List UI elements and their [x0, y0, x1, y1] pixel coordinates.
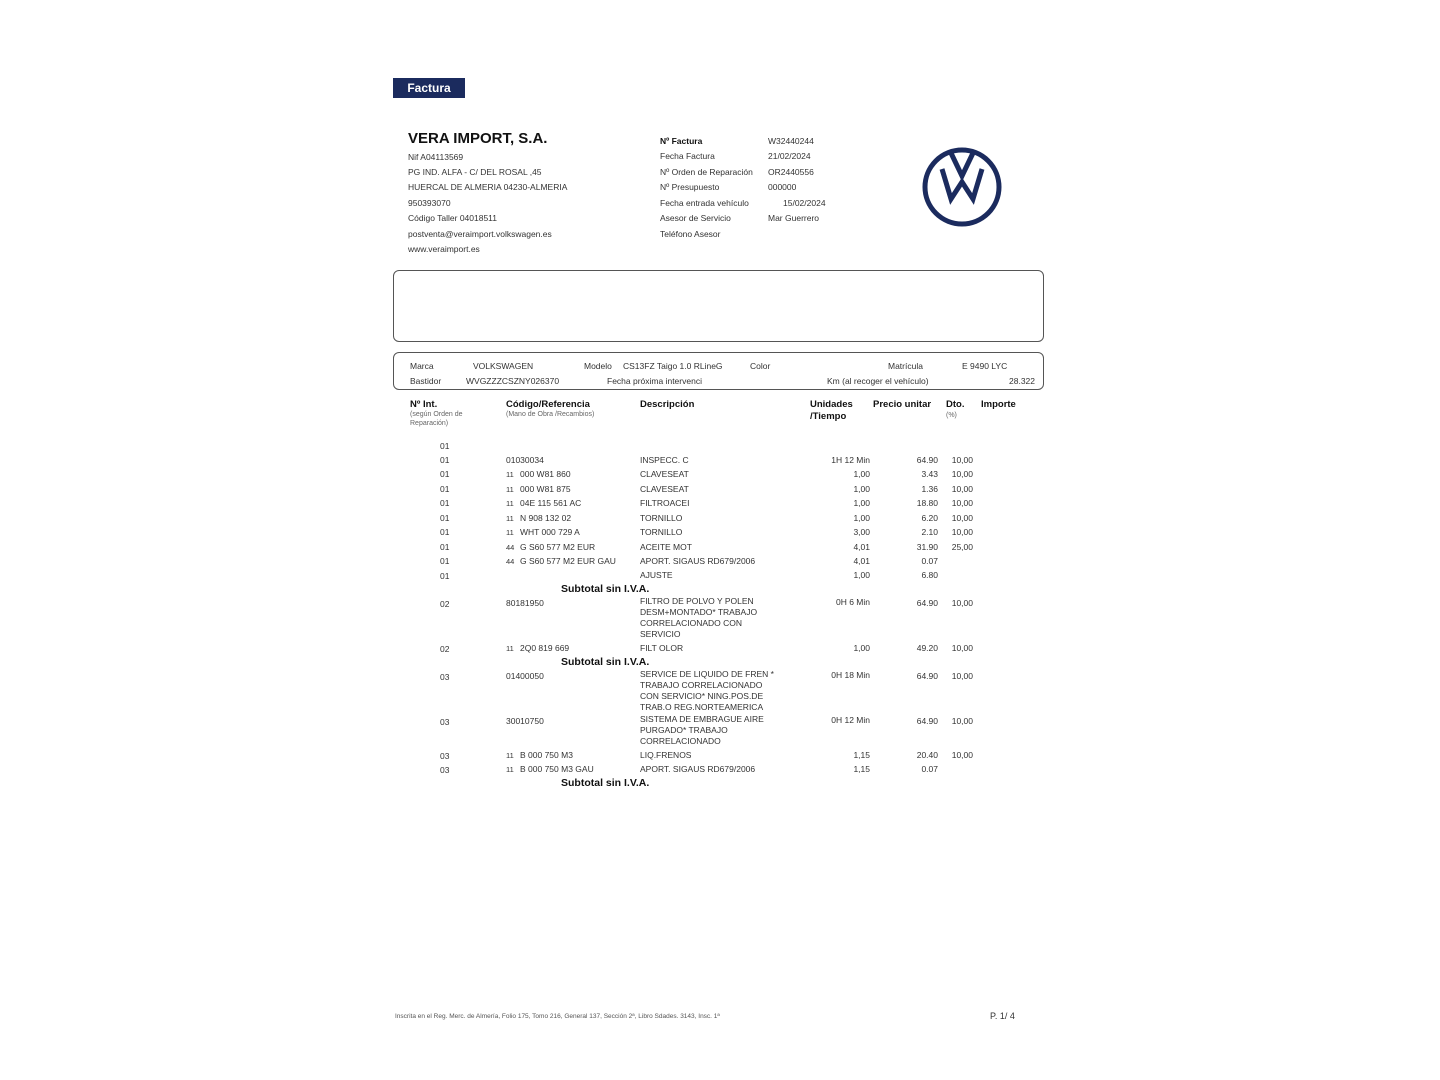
- company-workshop-code: Código Taller 04018511: [408, 213, 498, 223]
- company-name: VERA IMPORT, S.A.: [408, 130, 548, 147]
- row-prefix: 11: [506, 644, 514, 653]
- row-prefix: 11: [506, 470, 514, 479]
- mileage-label: Km (al recoger el vehículo): [827, 376, 929, 386]
- row-reference: 30010750: [506, 716, 544, 726]
- color-label: Color: [750, 361, 771, 371]
- row-price: 64.90: [916, 671, 938, 681]
- row-units: 1,00: [853, 484, 870, 494]
- row-reference: WHT 000 729 A: [520, 527, 580, 537]
- row-nint: 03: [440, 751, 450, 761]
- row-nint: 01: [440, 542, 450, 552]
- subtotal-label: Subtotal sin I.V.A.: [561, 656, 650, 668]
- company-phone: 950393070: [408, 198, 451, 208]
- company-nif: Nif A04113569: [408, 152, 464, 162]
- row-reference: 2Q0 819 669: [520, 643, 570, 653]
- next-service-date-label: Fecha próxima intervenci: [607, 376, 702, 386]
- row-units: 0H 6 Min: [835, 597, 870, 607]
- subtotal-label: Subtotal sin I.V.A.: [561, 777, 650, 789]
- row-price: 6.80: [921, 570, 938, 580]
- repair-order-value: OR2440556: [768, 167, 814, 177]
- row-units: 3,00: [853, 527, 870, 537]
- row-units: 4,01: [853, 542, 870, 552]
- row-discount: 10,00: [951, 598, 973, 608]
- row-units: 0H 18 Min: [831, 670, 870, 680]
- row-price: 64.90: [916, 598, 938, 608]
- invoice-date-label: Fecha Factura: [660, 151, 715, 161]
- row-price: 6.20: [921, 513, 938, 523]
- plate-value: E 9490 LYC: [962, 361, 1008, 371]
- service-advisor-label: Asesor de Servicio: [660, 213, 731, 223]
- row-discount: 10,00: [951, 469, 973, 479]
- header-description: Descripción: [640, 399, 695, 410]
- row-reference: G S60 577 M2 EUR: [520, 542, 596, 552]
- invoice-date-value: 21/02/2024: [768, 151, 811, 161]
- company-email: postventa@veraimport.volkswagen.es: [408, 229, 552, 239]
- row-reference: B 000 750 M3: [520, 750, 573, 760]
- row-description: APORT. SIGAUS RD679/2006: [640, 764, 756, 774]
- row-reference: 000 W81 875: [520, 484, 571, 494]
- header-units: Unidades /Tiempo: [810, 399, 853, 422]
- row-description: CLAVESEAT: [640, 484, 689, 494]
- row-units: 1,00: [853, 570, 870, 580]
- row-units: 1,00: [853, 469, 870, 479]
- row-nint: 01: [440, 556, 450, 566]
- row-nint: 03: [440, 672, 450, 682]
- header-nint-sub: (según Orden de Reparación): [410, 411, 463, 427]
- row-prefix: 11: [506, 514, 514, 523]
- row-discount: 10,00: [951, 484, 973, 494]
- row-description: TORNILLO: [640, 527, 683, 537]
- row-description: AJUSTE: [640, 570, 673, 580]
- row-discount: 10,00: [951, 643, 973, 653]
- row-nint: 01: [440, 571, 450, 581]
- subtotal-label: Subtotal sin I.V.A.: [561, 583, 650, 595]
- row-price: 49.20: [916, 643, 938, 653]
- customer-box: [393, 270, 1044, 342]
- row-description: ACEITE MOT: [640, 542, 692, 552]
- row-description: INSPECC. C: [640, 455, 689, 465]
- service-advisor-value: Mar Guerrero: [768, 213, 820, 223]
- row-discount: 10,00: [951, 513, 973, 523]
- row-units: 1H 12 Min: [831, 455, 870, 465]
- row-nint: 01: [440, 469, 450, 479]
- row-nint: 01: [440, 513, 450, 523]
- header-discount: Dto.: [946, 399, 965, 410]
- row-price: 3.43: [921, 469, 938, 479]
- row-units: 1,00: [853, 643, 870, 653]
- invoice-number-label: Nº Factura: [660, 136, 703, 146]
- row-units: 1,15: [853, 750, 870, 760]
- row-reference: 80181950: [506, 598, 544, 608]
- row-description: TORNILLO: [640, 513, 683, 523]
- document-type-badge: Factura: [393, 78, 465, 98]
- row-discount: 25,00: [951, 542, 973, 552]
- row-prefix: 11: [506, 751, 514, 760]
- row-nint: 01: [440, 498, 450, 508]
- row-description: APORT. SIGAUS RD679/2006: [640, 556, 756, 566]
- row-units: 1,00: [853, 513, 870, 523]
- row-price: 20.40: [916, 750, 938, 760]
- registry-footer: Inscrita en el Reg. Merc. de Almería, Folio 175, Tomo 216, General 137, Sección 2ª, Libro Sdades. 3143, Insc. 1ª: [395, 1013, 720, 1020]
- row-description: FILTROACEI: [640, 498, 690, 508]
- row-nint: 03: [440, 765, 450, 775]
- page-number: P. 1/ 4: [990, 1011, 1015, 1021]
- row-description: SISTEMA DE EMBRAGUE AIRE PURGADO* TRABAJO CORRELACIONADO: [640, 714, 764, 746]
- repair-order-label: Nº Orden de Reparación: [660, 167, 753, 177]
- row-nint: 03: [440, 717, 450, 727]
- row-discount: 10,00: [951, 750, 973, 760]
- row-description: LIQ.FRENOS: [640, 750, 692, 760]
- header-discount-sub: (%): [946, 412, 957, 419]
- plate-label: Matrícula: [888, 361, 923, 371]
- vehicle-entry-date-label: Fecha entrada vehículo: [660, 198, 749, 208]
- row-discount: 10,00: [951, 498, 973, 508]
- row-units: 1,00: [853, 498, 870, 508]
- row-reference: 04E 115 561 AC: [520, 498, 582, 508]
- row-price: 64.90: [916, 716, 938, 726]
- row-nint: 01: [440, 484, 450, 494]
- row-nint: 02: [440, 644, 450, 654]
- chassis-value: WVGZZZCSZNY026370: [466, 376, 560, 386]
- row-description: SERVICE DE LIQUIDO DE FREN * TRABAJO CORRELACIONADO CON SERVICIO* NING.POS.DE TRAB.O REG.NORTEAMERICA: [640, 669, 774, 712]
- row-reference: 000 W81 860: [520, 469, 571, 479]
- header-nint: Nº Int.: [410, 399, 438, 410]
- company-city: HUERCAL DE ALMERIA 04230-ALMERIA: [408, 182, 568, 192]
- row-description: FILT OLOR: [640, 643, 684, 653]
- row-price: 18.80: [916, 498, 938, 508]
- budget-number-value: 000000: [768, 182, 797, 192]
- row-prefix: 44: [506, 557, 515, 566]
- invoice-number-value: W32440244: [768, 136, 814, 146]
- row-description: FILTRO DE POLVO Y POLEN DESM+MONTADO* TRABAJO CORRELACIONADO CON SERVICIO: [640, 596, 758, 639]
- row-prefix: 11: [506, 765, 514, 774]
- row-nint: 01: [440, 527, 450, 537]
- row-discount: 10,00: [951, 716, 973, 726]
- row-description: CLAVESEAT: [640, 469, 689, 479]
- vehicle-entry-date-value: 15/02/2024: [783, 198, 826, 208]
- row-discount: 10,00: [951, 455, 973, 465]
- row-units: 1,15: [853, 764, 870, 774]
- row-units: 4,01: [853, 556, 870, 566]
- row-reference: 01400050: [506, 671, 544, 681]
- row-prefix: 44: [506, 543, 515, 552]
- row-prefix: 11: [506, 499, 514, 508]
- mileage-value: 28.322: [1009, 376, 1035, 386]
- advisor-phone-label: Teléfono Asesor: [660, 229, 721, 239]
- budget-number-label: Nº Presupuesto: [660, 182, 720, 192]
- row-nint: 01: [440, 441, 450, 451]
- row-price: 64.90: [916, 455, 938, 465]
- header-code: Código/Referencia: [506, 399, 590, 410]
- brand-value: VOLKSWAGEN: [473, 361, 534, 371]
- model-label: Modelo: [584, 361, 612, 371]
- row-discount: 10,00: [951, 671, 973, 681]
- chassis-label: Bastidor: [410, 376, 442, 386]
- company-address: PG IND. ALFA - C/ DEL ROSAL ,45: [408, 167, 542, 177]
- row-units: 0H 12 Min: [831, 715, 870, 725]
- row-price: 0.07: [921, 556, 938, 566]
- row-reference: N 908 132 02: [520, 513, 572, 523]
- header-amount: Importe: [981, 399, 1016, 410]
- row-reference: G S60 577 M2 EUR GAU: [520, 556, 616, 566]
- row-reference: B 000 750 M3 GAU: [520, 764, 594, 774]
- brand-label: Marca: [410, 361, 434, 371]
- header-unit-price: Precio unitar: [873, 399, 932, 410]
- row-price: 1.36: [921, 484, 938, 494]
- header-code-sub: (Mano de Obra /Recambios): [506, 411, 595, 418]
- row-nint: 02: [440, 599, 450, 609]
- model-value: CS13FZ Taigo 1.0 RLineG: [623, 361, 723, 371]
- row-reference: 01030034: [506, 455, 544, 465]
- row-prefix: 11: [506, 528, 514, 537]
- row-price: 31.90: [916, 542, 938, 552]
- row-prefix: 11: [506, 485, 514, 494]
- row-price: 2.10: [921, 527, 938, 537]
- row-discount: 10,00: [951, 527, 973, 537]
- row-price: 0.07: [921, 764, 938, 774]
- company-website: www.veraimport.es: [408, 244, 480, 254]
- row-nint: 01: [440, 455, 450, 465]
- volkswagen-logo-icon: [922, 147, 1002, 227]
